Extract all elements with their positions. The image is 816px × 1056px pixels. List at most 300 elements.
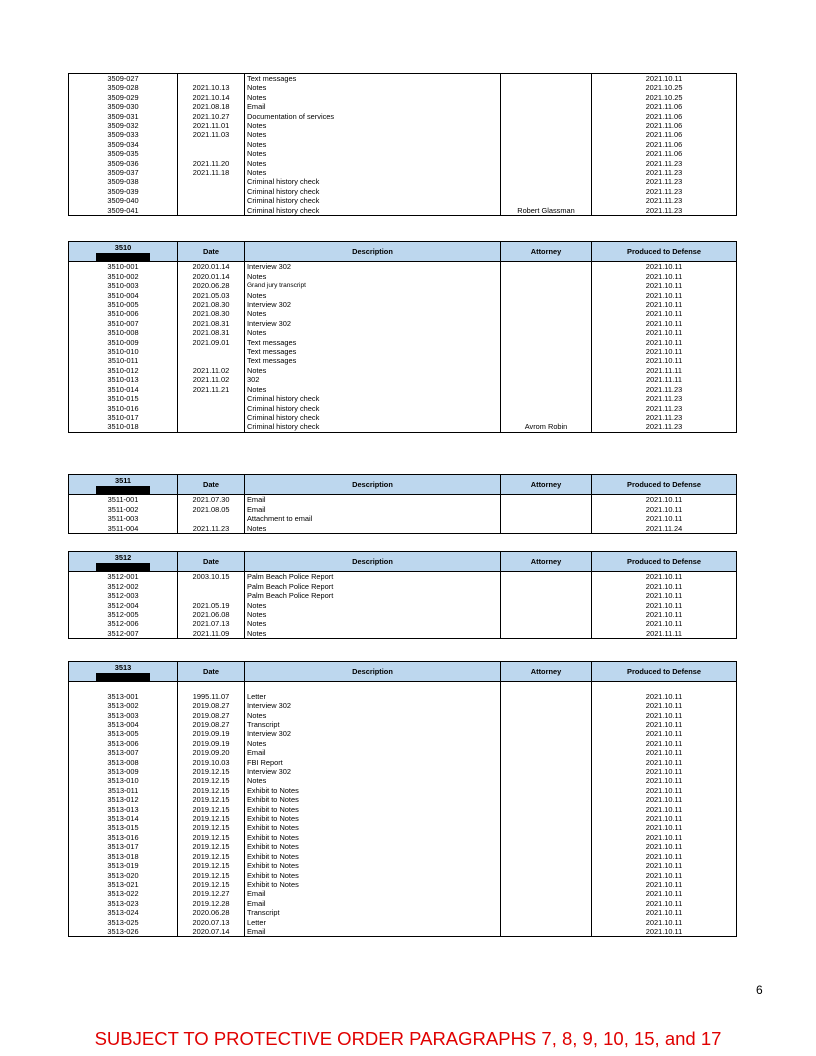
table-row [69,328,737,337]
doc-attorney [501,121,592,130]
doc-id: 3513-020 [69,871,178,880]
doc-produced: 2021.10.11 [592,899,737,908]
doc-produced: 2021.11.23 [592,413,737,422]
doc-description: Notes [245,610,501,619]
doc-attorney: Avrom Robin [501,422,592,432]
doc-date: 2021.11.23 [178,524,245,534]
doc-description: Email [245,889,501,898]
doc-produced: 2021.10.11 [592,852,737,861]
witness-number-label: 3512 [114,553,132,562]
doc-attorney [501,918,592,927]
doc-attorney [501,319,592,328]
doc-date: 2020.06.28 [178,281,245,290]
doc-description: Exhibit to Notes [245,842,501,851]
header-attorney: Attorney [501,242,592,262]
doc-description: Exhibit to Notes [245,861,501,870]
index-table-3513 [68,661,737,937]
doc-id: 3513-021 [69,880,178,889]
doc-date: 2021.08.30 [178,300,245,309]
doc-produced: 2021.11.24 [592,524,737,534]
doc-attorney [501,805,592,814]
doc-attorney [501,629,592,639]
header-produced: Produced to Defense [592,552,737,572]
table-row [69,177,737,186]
table-row [69,495,737,505]
table-row [69,93,737,102]
doc-date: 2020.06.28 [178,908,245,917]
table-row [69,272,737,281]
witness-number-label: 3513 [114,663,132,672]
doc-attorney [501,366,592,375]
doc-description: Text messages [245,356,501,365]
doc-description: Interview 302 [245,729,501,738]
doc-description: Documentation of services [245,112,501,121]
doc-id: 3513-001 [69,692,178,701]
doc-attorney [501,619,592,628]
doc-produced: 2021.10.11 [592,281,737,290]
doc-produced: 2021.10.11 [592,871,737,880]
table-header-row [69,242,737,262]
doc-description: Letter [245,918,501,927]
table-row [69,619,737,628]
doc-date: 2003.10.15 [178,572,245,582]
doc-id: 3509-035 [69,149,178,158]
doc-produced: 2021.10.11 [592,505,737,514]
doc-date [178,74,245,84]
doc-produced: 2021.10.11 [592,338,737,347]
doc-id: 3510-005 [69,300,178,309]
doc-attorney [501,739,592,748]
table-row [69,720,737,729]
doc-attorney [501,871,592,880]
doc-date: 2019.12.15 [178,814,245,823]
doc-attorney [501,413,592,422]
doc-produced: 2021.10.11 [592,291,737,300]
doc-produced: 2021.11.23 [592,206,737,216]
header-attorney: Attorney [501,475,592,495]
doc-date: 2021.11.20 [178,159,245,168]
doc-produced: 2021.11.23 [592,394,737,403]
doc-id: 3512-006 [69,619,178,628]
doc-produced: 2021.10.11 [592,758,737,767]
doc-description: Grand jury transcript [245,281,501,290]
doc-id: 3512-007 [69,629,178,639]
doc-attorney [501,149,592,158]
table-row [69,918,737,927]
doc-id: 3510-012 [69,366,178,375]
doc-id: 3510-007 [69,319,178,328]
doc-description: Criminal history check [245,413,501,422]
doc-description: Criminal history check [245,206,501,216]
doc-attorney [501,908,592,917]
doc-date [178,196,245,205]
table-row [69,823,737,832]
doc-date: 2020.01.14 [178,262,245,272]
doc-description: Exhibit to Notes [245,833,501,842]
witness-number [69,242,178,262]
doc-produced: 2021.11.11 [592,375,737,384]
doc-description: Notes [245,711,501,720]
doc-attorney [501,692,592,701]
doc-date: 2019.12.28 [178,899,245,908]
doc-id: 3512-004 [69,601,178,610]
doc-id: 3513-019 [69,861,178,870]
doc-attorney [501,880,592,889]
table-row [69,701,737,710]
doc-attorney [501,927,592,937]
doc-produced: 2021.10.11 [592,833,737,842]
table-row [69,121,737,130]
spacer-row [69,682,737,692]
header-date: Date [178,242,245,262]
header-description: Description [245,662,501,682]
table-row [69,338,737,347]
doc-attorney [501,852,592,861]
doc-description: Interview 302 [245,701,501,710]
doc-date: 2021.07.30 [178,495,245,505]
doc-id: 3510-016 [69,404,178,413]
header-produced: Produced to Defense [592,475,737,495]
doc-id: 3512-002 [69,582,178,591]
doc-description: Notes [245,524,501,534]
doc-date: 2021.05.19 [178,601,245,610]
table-row [69,159,737,168]
doc-id: 3510-008 [69,328,178,337]
doc-description: Criminal history check [245,422,501,432]
doc-produced: 2021.11.23 [592,385,737,394]
doc-id: 3509-031 [69,112,178,121]
table-row [69,347,737,356]
table-header-row [69,552,737,572]
doc-description: Palm Beach Police Report [245,582,501,591]
table-row [69,319,737,328]
doc-id: 3510-003 [69,281,178,290]
doc-date [178,591,245,600]
index-table-3512 [68,551,737,639]
doc-description: Notes [245,366,501,375]
doc-date [178,514,245,523]
doc-description: Text messages [245,347,501,356]
doc-description: Palm Beach Police Report [245,572,501,582]
doc-attorney [501,328,592,337]
doc-id: 3513-003 [69,711,178,720]
doc-description: Text messages [245,74,501,84]
table-row [69,842,737,851]
doc-description: Exhibit to Notes [245,823,501,832]
doc-produced: 2021.11.23 [592,196,737,205]
doc-id: 3509-027 [69,74,178,84]
doc-description: Criminal history check [245,187,501,196]
doc-description: Transcript [245,908,501,917]
table-row [69,206,737,216]
doc-date: 2021.08.30 [178,309,245,318]
doc-date: 2021.11.18 [178,168,245,177]
doc-produced: 2021.11.06 [592,149,737,158]
doc-id: 3513-012 [69,795,178,804]
doc-produced: 2021.10.11 [592,729,737,738]
doc-produced: 2021.11.23 [592,168,737,177]
doc-date: 1995.11.07 [178,692,245,701]
doc-produced: 2021.10.11 [592,918,737,927]
witness-number [69,662,178,682]
doc-attorney [501,168,592,177]
doc-produced: 2021.11.06 [592,130,737,139]
table-row [69,582,737,591]
doc-description: Email [245,748,501,757]
table-row [69,610,737,619]
doc-date: 2019.12.15 [178,823,245,832]
index-table-continued [68,73,737,216]
doc-date: 2019.12.27 [178,889,245,898]
doc-id: 3513-004 [69,720,178,729]
table-row [69,729,737,738]
table-row [69,795,737,804]
doc-produced: 2021.11.23 [592,404,737,413]
doc-description: Email [245,899,501,908]
doc-produced: 2021.11.23 [592,159,737,168]
doc-description: Notes [245,619,501,628]
doc-produced: 2021.11.06 [592,102,737,111]
page-number: 6 [756,983,763,997]
doc-produced: 2021.10.11 [592,74,737,84]
doc-produced: 2021.10.11 [592,272,737,281]
doc-attorney [501,347,592,356]
doc-date: 2021.11.03 [178,130,245,139]
doc-id: 3510-014 [69,385,178,394]
doc-id: 3510-001 [69,262,178,272]
doc-produced: 2021.10.11 [592,572,737,582]
table-row [69,74,737,84]
doc-attorney [501,795,592,804]
index-table-3511 [68,474,737,534]
table-row [69,140,737,149]
doc-id: 3513-017 [69,842,178,851]
doc-id: 3513-006 [69,739,178,748]
doc-attorney [501,262,592,272]
doc-date [178,177,245,186]
doc-description: Exhibit to Notes [245,786,501,795]
doc-id: 3509-030 [69,102,178,111]
doc-description: Interview 302 [245,262,501,272]
doc-attorney [501,701,592,710]
table-row [69,83,737,92]
table-row [69,375,737,384]
doc-date [178,149,245,158]
doc-description: Notes [245,309,501,318]
doc-date: 2019.09.19 [178,739,245,748]
doc-description: FBI Report [245,758,501,767]
table-row [69,291,737,300]
table-row [69,880,737,889]
doc-attorney [501,291,592,300]
table-row [69,786,737,795]
doc-attorney [501,187,592,196]
table-row [69,356,737,365]
doc-description: Transcript [245,720,501,729]
doc-produced: 2021.10.11 [592,356,737,365]
doc-description: Notes [245,629,501,639]
doc-description: Notes [245,272,501,281]
redaction-bar [96,563,150,571]
doc-produced: 2021.10.11 [592,767,737,776]
doc-date: 2021.07.13 [178,619,245,628]
doc-description: Notes [245,385,501,394]
table-row [69,601,737,610]
doc-description: Notes [245,93,501,102]
table-row [69,524,737,534]
doc-id: 3509-038 [69,177,178,186]
doc-produced: 2021.10.11 [592,842,737,851]
table-row [69,422,737,432]
doc-attorney [501,93,592,102]
doc-id: 3509-036 [69,159,178,168]
doc-produced: 2021.11.11 [592,629,737,639]
redaction-bar [96,253,150,261]
doc-id: 3509-037 [69,168,178,177]
doc-produced: 2021.11.23 [592,422,737,432]
doc-id: 3510-017 [69,413,178,422]
doc-id: 3513-009 [69,767,178,776]
doc-description: Exhibit to Notes [245,871,501,880]
doc-produced: 2021.10.11 [592,495,737,505]
doc-date [178,347,245,356]
table-row [69,394,737,403]
doc-id: 3513-005 [69,729,178,738]
header-attorney: Attorney [501,552,592,572]
doc-attorney [501,83,592,92]
doc-id: 3511-004 [69,524,178,534]
table-row [69,748,737,757]
doc-attorney [501,495,592,505]
table-row [69,861,737,870]
doc-date: 2021.11.01 [178,121,245,130]
doc-date: 2021.10.27 [178,112,245,121]
doc-description: Email [245,102,501,111]
doc-description: Notes [245,168,501,177]
table-row [69,505,737,514]
doc-date: 2021.08.31 [178,319,245,328]
doc-produced: 2021.10.11 [592,319,737,328]
doc-id: 3513-026 [69,927,178,937]
doc-date: 2019.10.03 [178,758,245,767]
doc-date: 2019.08.27 [178,711,245,720]
doc-attorney [501,524,592,534]
doc-description: 302 [245,375,501,384]
doc-date [178,140,245,149]
doc-description: Exhibit to Notes [245,795,501,804]
table-row [69,852,737,861]
doc-date: 2019.12.15 [178,776,245,785]
doc-produced: 2021.10.11 [592,582,737,591]
doc-attorney [501,711,592,720]
doc-produced: 2021.10.11 [592,805,737,814]
table-row [69,262,737,272]
table-row [69,196,737,205]
doc-produced: 2021.10.11 [592,748,737,757]
doc-date: 2020.07.14 [178,927,245,937]
doc-id: 3513-011 [69,786,178,795]
doc-description: Letter [245,692,501,701]
header-produced: Produced to Defense [592,662,737,682]
doc-description: Notes [245,776,501,785]
doc-date: 2019.12.15 [178,852,245,861]
table-row [69,739,737,748]
doc-description: Notes [245,140,501,149]
doc-date [178,413,245,422]
doc-date [178,187,245,196]
doc-attorney [501,159,592,168]
doc-description: Criminal history check [245,404,501,413]
index-table-3510 [68,241,737,433]
doc-attorney [501,899,592,908]
doc-attorney [501,356,592,365]
table-row [69,833,737,842]
doc-date [178,582,245,591]
doc-produced: 2021.10.11 [592,823,737,832]
redaction-bar [96,486,150,494]
doc-produced: 2021.10.11 [592,701,737,710]
doc-attorney [501,767,592,776]
doc-date: 2019.12.15 [178,842,245,851]
doc-attorney [501,394,592,403]
doc-id: 3509-039 [69,187,178,196]
doc-date: 2019.12.15 [178,833,245,842]
header-date: Date [178,662,245,682]
doc-attorney [501,582,592,591]
protective-order-footer: SUBJECT TO PROTECTIVE ORDER PARAGRAPHS 7, 8, 9, 10, 15, and 17 [94,1028,722,1049]
doc-attorney [501,748,592,757]
doc-produced: 2021.10.11 [592,889,737,898]
doc-date: 2021.11.21 [178,385,245,394]
doc-produced: 2021.11.06 [592,140,737,149]
table-row [69,187,737,196]
doc-date: 2019.12.15 [178,786,245,795]
table-row [69,711,737,720]
doc-produced: 2021.10.25 [592,83,737,92]
doc-attorney [501,889,592,898]
table-row [69,758,737,767]
doc-attorney [501,833,592,842]
doc-description: Notes [245,149,501,158]
doc-description: Exhibit to Notes [245,852,501,861]
witness-number-label: 3510 [114,243,132,252]
doc-id: 3513-018 [69,852,178,861]
table-row [69,309,737,318]
doc-produced: 2021.11.23 [592,177,737,186]
doc-attorney [501,861,592,870]
doc-produced: 2021.10.11 [592,610,737,619]
header-date: Date [178,552,245,572]
doc-produced: 2021.10.25 [592,93,737,102]
doc-attorney [501,272,592,281]
doc-date: 2019.12.15 [178,795,245,804]
header-description: Description [245,552,501,572]
doc-produced: 2021.11.23 [592,187,737,196]
table-row [69,908,737,917]
doc-attorney [501,720,592,729]
doc-id: 3510-015 [69,394,178,403]
doc-produced: 2021.10.11 [592,711,737,720]
doc-produced: 2021.11.11 [592,366,737,375]
doc-description: Exhibit to Notes [245,880,501,889]
doc-description: Criminal history check [245,196,501,205]
doc-attorney [501,776,592,785]
doc-date: 2021.09.01 [178,338,245,347]
table-row [69,767,737,776]
doc-attorney [501,729,592,738]
doc-attorney [501,823,592,832]
doc-id: 3509-029 [69,93,178,102]
